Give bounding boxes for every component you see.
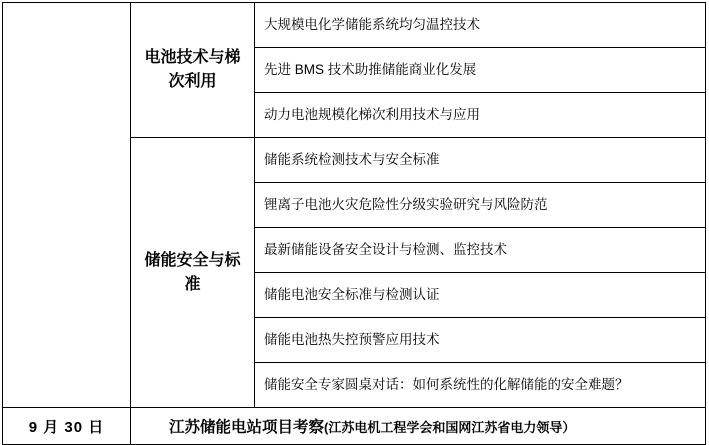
document-page [0,2,709,436]
category-label: 储能安全与标准 [144,251,241,293]
topic-label: 最新储能设备安全设计与检测、监控技术 [264,241,507,257]
topic-label: 锂离子电池火灾危险性分级实验研究与风险防范 [264,196,548,212]
topic-cell [255,363,706,408]
final-date-label: 9 月 30 日 [28,418,105,436]
table-row [3,3,706,48]
topic-label: 储能电池热失控预警应用技术 [264,331,440,347]
topic-cell [255,93,706,138]
topic-cell [255,318,706,363]
topic-cell [255,183,706,228]
topic-cell [255,48,706,93]
topic-cell [255,138,706,183]
topic-label: 储能电池安全标准与检测认证 [264,286,440,302]
topic-cell [255,273,706,318]
category-cell-safety [131,138,255,408]
table-row-final [3,408,706,445]
category-label: 电池技术与梯次利用 [144,49,241,90]
topic-label: 大规模电化学储能系统均匀温控技术 [264,16,480,32]
topic-cell [255,228,706,273]
final-title-label: 江苏储能电站项目考察 [169,419,325,436]
topic-label: 动力电池规模化梯次利用技术与应用 [264,106,480,122]
topic-cell [255,3,706,48]
final-note-label: (江苏电机工程学会和国网江苏省电力领导） [324,420,576,435]
topic-label: 储能安全专家圆桌对话：如何系统性的化解储能的安全难题？ [264,376,629,392]
final-content-cell [131,408,706,445]
date-cell [3,3,131,408]
topic-label: 先进 BMS 技术助推储能商业化发展 [264,61,477,77]
topic-label: 储能系统检测技术与安全标准 [264,151,440,167]
final-date-cell [3,408,131,445]
agenda-table [2,2,706,445]
category-cell-battery [131,3,255,138]
